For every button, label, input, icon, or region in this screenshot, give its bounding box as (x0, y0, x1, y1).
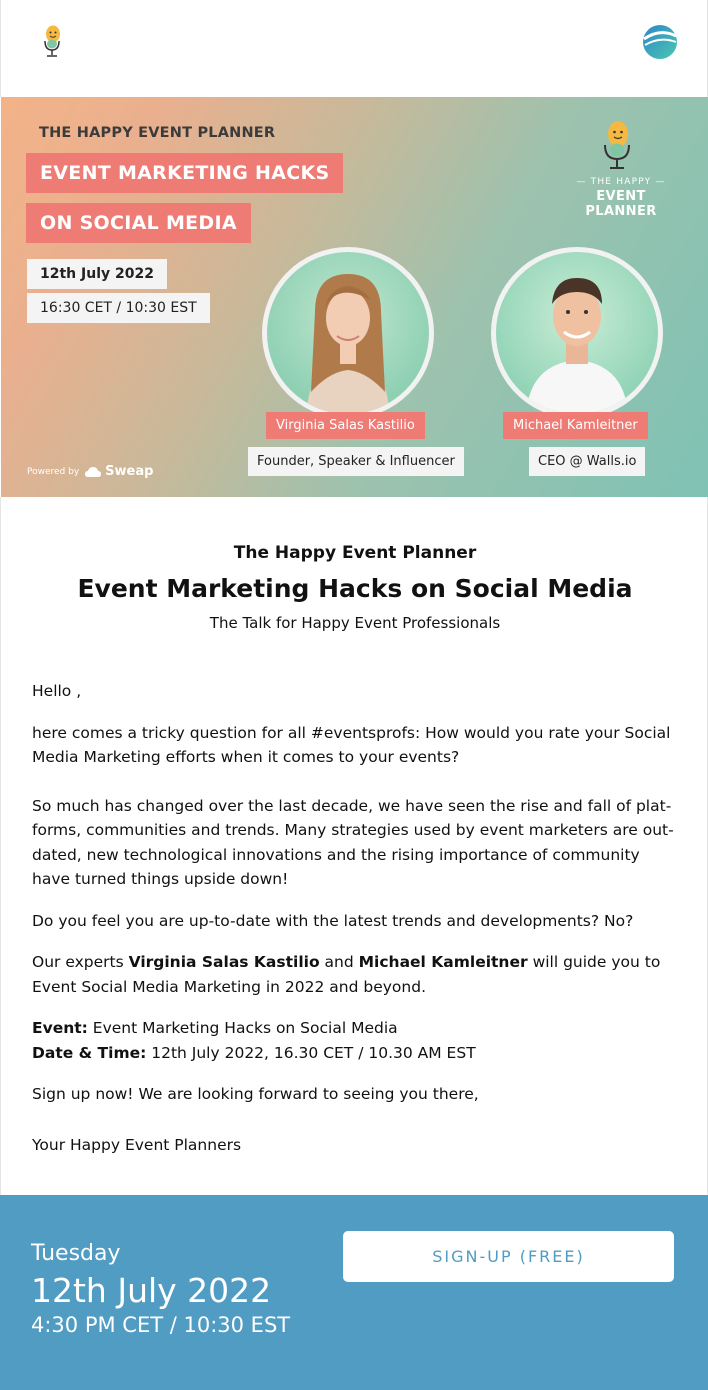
footer-day: Tuesday (31, 1241, 121, 1266)
pre-title: The Happy Event Planner (233, 543, 477, 563)
event-banner (1, 97, 708, 497)
banner-brand (564, 177, 678, 219)
footer-date: 12th July 2022 (31, 1271, 272, 1310)
page-title: Event Marketing Hacks on Social Media (77, 574, 633, 603)
paragraph-changes: So much has changed over the last decade, we have seen the rise and fall of plat-forms, communities and trends. Many strategies used by event marketers are out-dated, new technological innovations and the rising importance of community have turned things upside down! (32, 796, 674, 888)
signup-button[interactable]: SIGN-UP (FREE) (343, 1231, 674, 1282)
powered-by-label: Powered by (27, 466, 80, 477)
banner-brand-big: EVENT PLANNER (585, 189, 657, 219)
subtitle: The Talk for Happy Event Professionals (209, 614, 501, 632)
event-line (32, 1016, 682, 1041)
speaker-name-1: Virginia Salas Kastilio (266, 412, 425, 439)
signup-text: Sign up now! We are looking forward to seeing you there, (32, 1085, 479, 1103)
email-header (0, 0, 708, 97)
banner-planner-label: THE HAPPY EVENT PLANNER (39, 125, 276, 141)
powered-by (27, 464, 153, 479)
event-label: Event: (32, 1019, 88, 1037)
banner-title-line1: EVENT MARKETING HACKS (26, 153, 343, 193)
signoff: Your Happy Event Planners (32, 1135, 242, 1154)
sweap-logo-text: Sweap (105, 464, 154, 479)
expert-name-1: Virginia Salas Kastilio (128, 953, 320, 971)
expert-name-2: Michael Kamleitner (358, 953, 528, 971)
speaker-portrait-michael (491, 247, 663, 419)
paragraph-experts: Our experts Virginia Salas Kastilio and Michael Kamleitner will guide you to Event Social Media Marketing in 2022 and beyond. (32, 953, 661, 996)
speaker-portrait-virginia (262, 247, 434, 419)
banner-time: 16:30 CET / 10:30 EST (27, 293, 210, 323)
speaker-role-2: CEO @ Walls.io (529, 447, 645, 476)
sweap-cloud-icon (85, 466, 101, 478)
banner-title-line2: ON SOCIAL MEDIA (26, 203, 251, 243)
email-content (0, 497, 708, 1195)
speaker-role-1: Founder, Speaker & Influencer (248, 447, 464, 476)
greeting: Hello , (32, 682, 82, 700)
banner-date: 12th July 2022 (27, 259, 167, 289)
datetime-value: 12th July 2022, 16.30 CET / 10.30 AM EST (146, 1043, 476, 1062)
paragraph-question: here comes a tricky question for all #eventsprofs: How would you rate your Social Media Marketing efforts when it comes to your events? (32, 723, 671, 766)
cta-footer (0, 1195, 708, 1390)
sweap-logo (85, 464, 153, 479)
mascot-microphone-icon (597, 119, 637, 175)
speaker-name-2: Michael Kamleitner (503, 412, 648, 439)
event-value: Event Marketing Hacks on Social Media (87, 1019, 398, 1037)
speaker-photo (496, 252, 658, 414)
speaker-photo (267, 252, 429, 414)
datetime-label: Date & Time: (32, 1043, 147, 1062)
walls-globe-icon (641, 24, 679, 60)
footer-time: 4:30 PM CET / 10:30 EST (31, 1313, 291, 1337)
email-body (32, 679, 682, 1157)
datetime-line (32, 1041, 682, 1066)
banner-brand-small: — THE HAPPY — (576, 177, 666, 187)
paragraph-uptodate: Do you feel you are up-to-date with the latest trends and developments? No? (32, 911, 634, 930)
mascot-microphone-icon (39, 24, 65, 60)
